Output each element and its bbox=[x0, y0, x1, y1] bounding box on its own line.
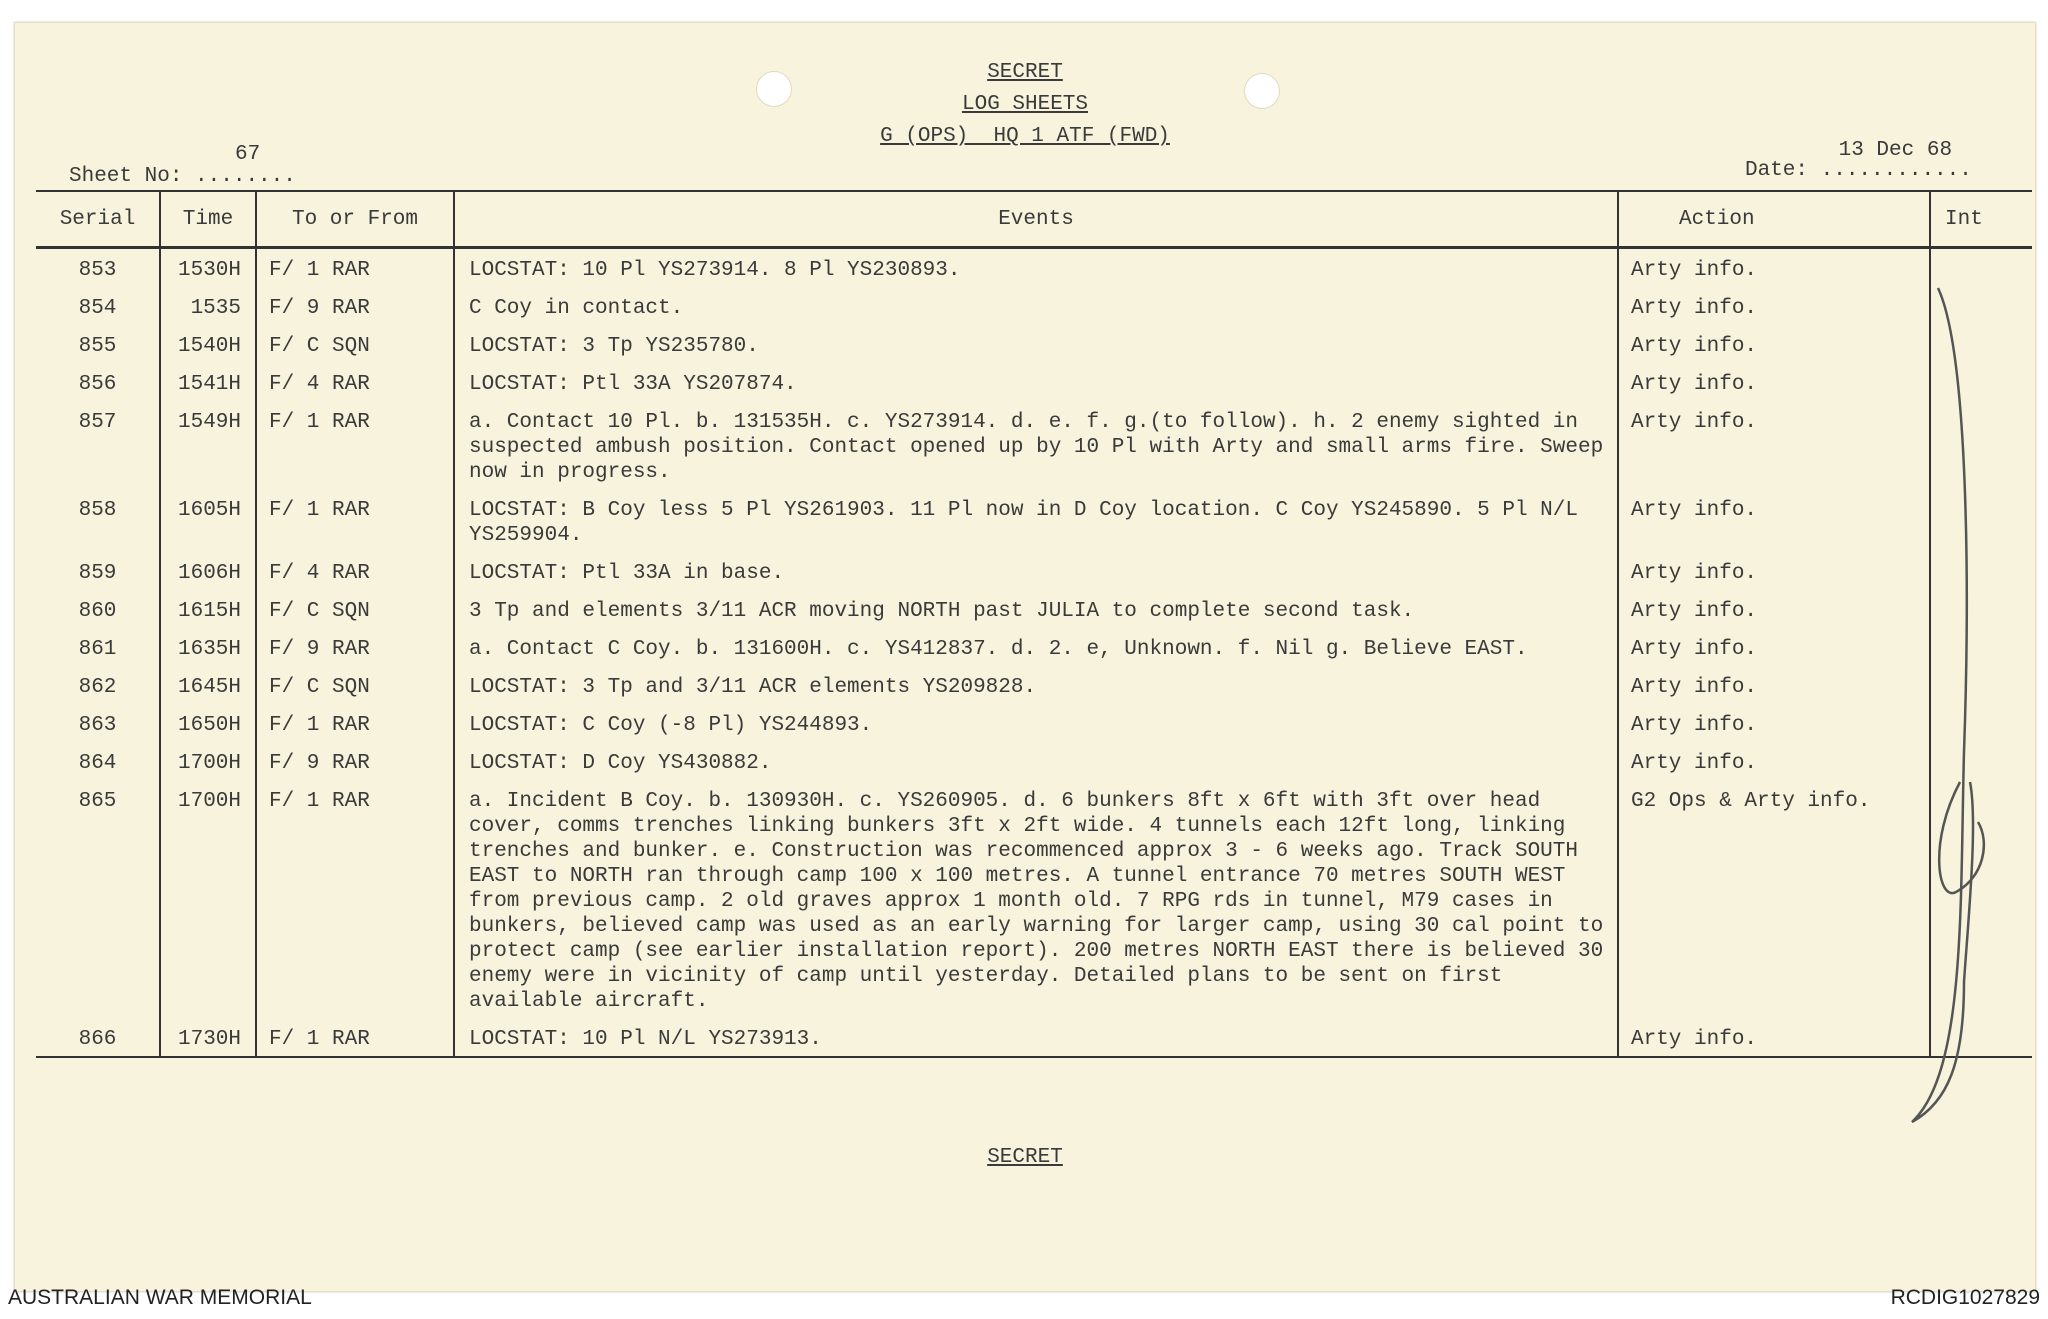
cell-serial: 861 bbox=[78, 638, 117, 661]
cell-serial: 866 bbox=[36, 1018, 160, 1057]
cell-serial: 857 bbox=[78, 411, 117, 434]
table-row bbox=[36, 628, 2032, 666]
cell-events: a. Incident B Coy. b. 130930H. c. YS260905. d. 6 bunkers 8ft x 6ft with 3ft over head cover, comms trenches linking bunkers 3ft x 2ft wide. 4 tunnels each 12ft long, linking trenches and bunker. e. Construction was recommenced approx 3 - 6 weeks ago. Track SOUTH EAST to NORTH ran through camp 100 x 100 metres. A tunnel entrance 70 metres SOUTH WEST from previous camp. 2 old graves approx 1 month old. 7 RPG rds in tunnel, M79 cases in bunkers, believed camp was used as an early warning for larger camp, using 30 cal point to protect camp (see earlier installation report). 200 metres NORTH EAST there is believed 30 enemy were in vicinity of camp until yesterday. Detailed plans to be sent on first available aircraft. bbox=[454, 780, 1618, 1018]
date-label: Date: bbox=[1745, 159, 1809, 182]
cell-from: F/ 9 RAR bbox=[256, 742, 454, 780]
cell-action: Arty info. bbox=[1618, 287, 1930, 325]
table-row bbox=[36, 401, 2032, 489]
cell-serial: 865 bbox=[78, 790, 117, 813]
handwritten-initial-bracket bbox=[1908, 282, 1998, 1132]
cell-time: 1615H bbox=[160, 590, 256, 628]
cell-time: 1535 bbox=[160, 287, 256, 325]
cell-serial: 854 bbox=[78, 297, 117, 320]
cell-events: C Coy in contact. bbox=[454, 287, 1618, 325]
cell-serial: 853 bbox=[78, 259, 117, 282]
cell-serial: 859 bbox=[78, 562, 117, 585]
date-dots: ............ bbox=[1820, 159, 1972, 182]
table-row bbox=[36, 704, 2032, 742]
cell-action: Arty info. bbox=[1618, 552, 1930, 590]
cell-time: 1700H bbox=[160, 742, 256, 780]
cell-action: Arty info. bbox=[1618, 401, 1930, 489]
sheet-number-field bbox=[69, 143, 296, 188]
cell-action: Arty info. bbox=[1618, 666, 1930, 704]
footer-classification: SECRET bbox=[987, 1146, 1063, 1169]
sheet-number-value: 67 bbox=[235, 143, 261, 166]
cell-from: F/ C SQN bbox=[256, 590, 454, 628]
cell-time: 1606H bbox=[160, 552, 256, 590]
table-row bbox=[36, 248, 2032, 288]
cell-time: 1540H bbox=[160, 325, 256, 363]
table-row bbox=[36, 590, 2032, 628]
cell-events: a. Contact 10 Pl. b. 131535H. c. YS273914. d. e. f. g.(to follow). h. 2 enemy sighted in suspected ambush position. Contact opened up by 10 Pl with Arty and small arms fire. Sweep now in progress. bbox=[454, 401, 1618, 489]
table-header-row bbox=[36, 191, 2032, 248]
cell-events: LOCSTAT: 3 Tp and 3/11 ACR elements YS209828. bbox=[454, 666, 1618, 704]
table-row bbox=[36, 287, 2032, 325]
cell-from: F/ 4 RAR bbox=[256, 363, 454, 401]
table-row bbox=[36, 489, 2032, 552]
cell-events: LOCSTAT: 10 Pl N/L YS273913. bbox=[454, 1018, 1618, 1057]
cell-from: F/ 9 RAR bbox=[256, 628, 454, 666]
cell-serial: 858 bbox=[78, 499, 117, 522]
col-header-from: To or From bbox=[256, 191, 454, 248]
cell-time: 1549H bbox=[160, 401, 256, 489]
col-header-int: Int bbox=[1930, 191, 2032, 248]
date-value: 13 Dec 68 bbox=[1838, 139, 1953, 162]
cell-action: G2 Ops & Arty info. bbox=[1618, 780, 1930, 1018]
cell-time: 1700H bbox=[160, 780, 256, 1018]
cell-serial: 855 bbox=[78, 335, 117, 358]
cell-serial: 860 bbox=[78, 600, 117, 623]
cell-events: LOCSTAT: 10 Pl YS273914. 8 Pl YS230893. bbox=[454, 248, 1618, 288]
cell-events: LOCSTAT: D Coy YS430882. bbox=[454, 742, 1618, 780]
cell-serial: 864 bbox=[78, 752, 117, 775]
header-title: LOG SHEETS bbox=[961, 93, 1089, 116]
cell-serial: 863 bbox=[78, 714, 117, 737]
cell-action: Arty info. bbox=[1618, 489, 1930, 552]
table-row bbox=[36, 552, 2032, 590]
cell-events: LOCSTAT: B Coy less 5 Pl YS261903. 11 Pl now in D Coy location. C Coy YS245890. 5 Pl N/L YS259904. bbox=[454, 489, 1618, 552]
sheet-number-label: Sheet No: bbox=[69, 165, 183, 188]
cell-time: 1541H bbox=[160, 363, 256, 401]
table-row bbox=[36, 780, 2032, 1018]
cell-time: 1650H bbox=[160, 704, 256, 742]
cell-events: LOCSTAT: Ptl 33A YS207874. bbox=[454, 363, 1618, 401]
cell-from: F/ 1 RAR bbox=[256, 704, 454, 742]
cell-action: Arty info. bbox=[1618, 704, 1930, 742]
cell-time: 1730H bbox=[160, 1018, 256, 1057]
date-field bbox=[1745, 139, 1972, 182]
cell-from: F/ 9 RAR bbox=[256, 287, 454, 325]
cell-events: LOCSTAT: 3 Tp YS235780. bbox=[454, 325, 1618, 363]
cell-serial: 862 bbox=[78, 676, 117, 699]
cell-from: F/ 1 RAR bbox=[256, 248, 454, 288]
archive-caption: AUSTRALIAN WAR MEMORIAL bbox=[8, 1286, 312, 1309]
table-row bbox=[36, 1018, 2032, 1057]
table-row bbox=[36, 742, 2032, 780]
cell-action: Arty info. bbox=[1618, 1018, 1930, 1057]
cell-from: F/ 1 RAR bbox=[256, 1018, 454, 1057]
table-row bbox=[36, 666, 2032, 704]
cell-events: a. Contact C Coy. b. 131600H. c. YS412837. d. 2. e, Unknown. f. Nil g. Believe EAST. bbox=[454, 628, 1618, 666]
cell-action: Arty info. bbox=[1618, 248, 1930, 288]
cell-action: Arty info. bbox=[1618, 363, 1930, 401]
col-header-serial: Serial bbox=[36, 191, 160, 248]
cell-from: F/ C SQN bbox=[256, 666, 454, 704]
col-header-time: Time bbox=[160, 191, 256, 248]
col-header-action: Action bbox=[1618, 191, 1930, 248]
cell-from: F/ 1 RAR bbox=[256, 489, 454, 552]
cell-from: F/ 1 RAR bbox=[256, 780, 454, 1018]
table-row bbox=[36, 363, 2032, 401]
cell-serial: 856 bbox=[78, 373, 117, 396]
cell-action: Arty info. bbox=[1618, 325, 1930, 363]
cell-time: 1530H bbox=[160, 248, 256, 288]
sheet-number-dots: ........ bbox=[195, 165, 296, 188]
cell-time: 1605H bbox=[160, 489, 256, 552]
cell-action: Arty info. bbox=[1618, 742, 1930, 780]
cell-events: LOCSTAT: C Coy (-8 Pl) YS244893. bbox=[454, 704, 1618, 742]
header-unit: G (OPS) HQ 1 ATF (FWD) bbox=[880, 125, 1170, 148]
log-table bbox=[36, 190, 2032, 1058]
cell-from: F/ C SQN bbox=[256, 325, 454, 363]
cell-time: 1645H bbox=[160, 666, 256, 704]
cell-from: F/ 4 RAR bbox=[256, 552, 454, 590]
cell-time: 1635H bbox=[160, 628, 256, 666]
cell-events: LOCSTAT: Ptl 33A in base. bbox=[454, 552, 1618, 590]
table-row bbox=[36, 325, 2032, 363]
header-classification: SECRET bbox=[987, 61, 1063, 84]
cell-action: Arty info. bbox=[1618, 628, 1930, 666]
cell-events: 3 Tp and elements 3/11 ACR moving NORTH past JULIA to complete second task. bbox=[454, 590, 1618, 628]
archive-reference: RCDIG1027829 bbox=[1890, 1286, 2040, 1309]
cell-action: Arty info. bbox=[1618, 590, 1930, 628]
col-header-events: Events bbox=[454, 191, 1618, 248]
cell-from: F/ 1 RAR bbox=[256, 401, 454, 489]
